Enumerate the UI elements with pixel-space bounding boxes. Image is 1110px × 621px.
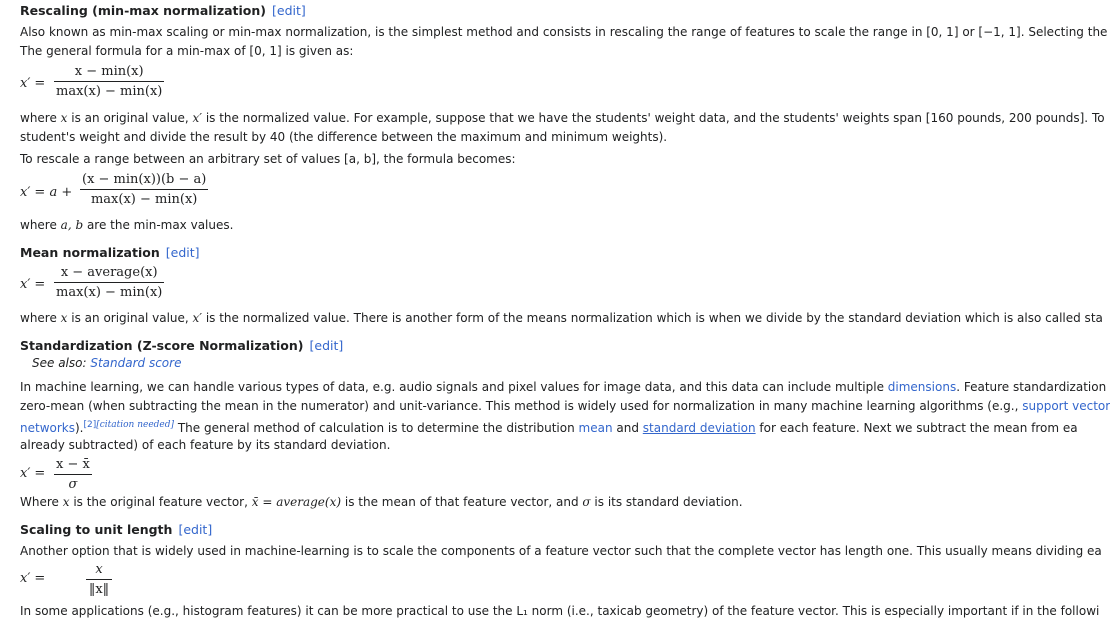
formula-numerator: x	[95, 562, 103, 577]
formula-denominator: σ	[68, 477, 78, 492]
rescaling-paragraph-4: student's weight and divide the result by 40 (the difference between the maximum and minimum weights).	[20, 130, 668, 144]
edit-link-rescaling[interactable]: [edit]	[272, 3, 306, 18]
formula-fraction	[54, 457, 92, 492]
zscore-paragraph-3: networks).[2][citation needed] The general method of calculation is to determine the distribution mean and standard deviation for each feature. Next we subtract the mean from ea	[20, 420, 1078, 435]
rescaling-paragraph-5: To rescale a range between an arbitrary set of values [a, b], the formula becomes:	[20, 152, 516, 166]
mean-paragraph-1: where x is an original value, x′ is the normalized value. There is another form of the means normalization which is when we divide by the standard deviation which is also called sta	[20, 311, 1103, 325]
support-vector-link[interactable]: support vector	[1022, 399, 1110, 413]
rescaling-paragraph-2: The general formula for a min-max of [0, 1] is given as:	[20, 44, 354, 58]
heading-standardization: Standardization (Z-score Normalization) [edit]	[20, 338, 344, 353]
formula-zscore	[20, 457, 140, 493]
fraction-bar	[80, 189, 208, 190]
formula-lhs: x′ =	[20, 76, 46, 91]
fraction-bar	[86, 579, 112, 580]
citation-2-link[interactable]: [2]	[83, 420, 97, 430]
zscore-paragraph-5: Where x is the original feature vector, x̄ = average(x) is the mean of that feature vector, and σ is its standard deviation.	[20, 495, 743, 509]
fraction-bar	[54, 282, 164, 283]
formula-lhs: x′ = a +	[20, 185, 73, 200]
heading-unit-length: Scaling to unit length [edit]	[20, 522, 213, 537]
formula-denominator: max(x) − min(x)	[56, 285, 163, 300]
zscore-paragraph-2: zero-mean (when subtracting the mean in the numerator) and unit-variance. This method is widely used for normalization in many machine learning algorithms (e.g., support vector	[20, 399, 1110, 413]
rescaling-paragraph-6: where a, b are the min-max values.	[20, 218, 234, 232]
standard-score-link[interactable]: Standard score	[90, 356, 182, 370]
edit-link-standardization[interactable]: [edit]	[309, 338, 344, 353]
edit-link-mean[interactable]: [edit]	[165, 245, 200, 260]
formula-arbitrary-range	[20, 172, 260, 214]
rescaling-paragraph-1: Also known as min-max scaling or min-max normalization, is the simplest method and consists in rescaling the range of features to scale the range in [0, 1] or [−1, 1]. Selecting the	[20, 25, 1108, 39]
citation-needed-link[interactable]: [citation needed]	[96, 420, 175, 430]
formula-lhs: x′ =	[20, 277, 46, 292]
standard-deviation-link[interactable]: standard deviation	[642, 421, 756, 435]
formula-fraction	[54, 64, 164, 99]
formula-denominator: max(x) − min(x)	[56, 84, 163, 99]
zscore-paragraph-4: already subtracted) of each feature by its standard deviation.	[20, 438, 391, 452]
unit-paragraph-1: Another option that is widely used in machine-learning is to scale the components of a feature vector such that the complete vector has length one. This usually means dividing ea	[20, 544, 1102, 558]
zscore-paragraph-1: In machine learning, we can handle various types of data, e.g. audio signals and pixel values for image data, and this data can include multiple dimensions. Feature standardization	[20, 380, 1107, 394]
fraction-bar	[54, 474, 92, 475]
networks-link[interactable]: networks	[20, 421, 75, 435]
formula-numerator: x − min(x)	[74, 64, 144, 79]
formula-denominator: ‖x‖	[88, 582, 110, 597]
unit-paragraph-2: In some applications (e.g., histogram features) it can be more practical to use the L₁ norm (i.e., taxicab geometry) of the feature vector. This is especially important if in the followi	[20, 604, 1100, 618]
formula-mean	[20, 265, 220, 307]
formula-numerator: x − average(x)	[60, 265, 158, 280]
see-also-note: See also: Standard score	[32, 356, 182, 370]
formula-fraction	[80, 172, 208, 207]
edit-link-unit-length[interactable]: [edit]	[178, 522, 213, 537]
fraction-bar	[54, 81, 164, 82]
formula-lhs: x′ =	[20, 571, 46, 586]
formula-numerator: (x − min(x))(b − a)	[82, 172, 207, 187]
dimensions-link[interactable]: dimensions	[887, 380, 957, 394]
formula-unit-length	[20, 562, 140, 600]
formula-denominator: max(x) − min(x)	[90, 192, 198, 207]
formula-numerator: x − x̄	[56, 457, 90, 472]
heading-mean-normalization: Mean normalization [edit]	[20, 245, 200, 260]
formula-minmax	[20, 64, 220, 106]
heading-rescaling: Rescaling (min-max normalization) [edit]	[20, 3, 306, 18]
formula-fraction	[54, 265, 164, 300]
mean-link[interactable]: mean	[578, 421, 613, 435]
formula-fraction	[86, 562, 112, 597]
rescaling-paragraph-3: where x is an original value, x′ is the normalized value. For example, suppose that we have the students' weight data, and the students' weights span [160 pounds, 200 pounds]. To	[20, 111, 1105, 125]
formula-lhs: x′ =	[20, 466, 46, 481]
